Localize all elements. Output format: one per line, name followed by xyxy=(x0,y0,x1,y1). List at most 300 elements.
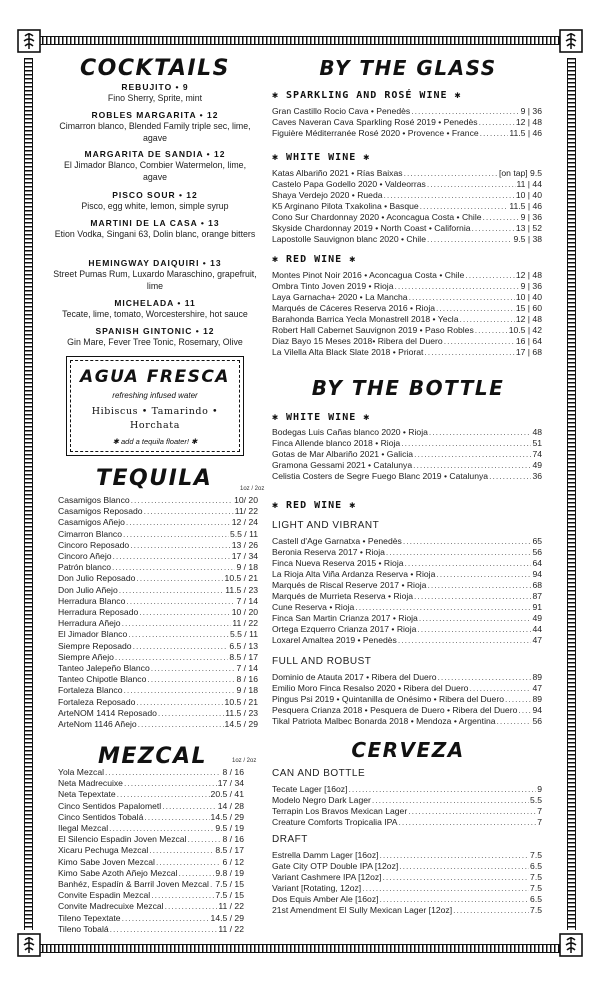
menu-item-price: 91 xyxy=(532,602,542,612)
menu-item-name: Bodegas Luis Cañas blanco 2020 • Rioja xyxy=(272,427,428,437)
menu-item-row xyxy=(272,547,542,558)
menu-item-name: Estrella Damm Lager [16oz] xyxy=(272,850,379,860)
menu-item-name: Siempre Reposado xyxy=(58,640,132,651)
tequila-unit-note: 1oz / 2oz xyxy=(240,486,265,492)
menu-item-name: Pesquera Crianza 2018 • Pesquera de Duero • Ribera del Duero xyxy=(272,705,518,715)
menu-item-row xyxy=(272,168,542,179)
menu-item-row xyxy=(272,716,542,727)
menu-item-row xyxy=(272,223,542,234)
menu-item-row xyxy=(272,624,542,635)
menu-item-name: Dominio de Atauta 2017 • Ribera del Duero xyxy=(272,672,437,682)
agua-fresca-subtitle: refreshing infused water xyxy=(112,391,198,400)
menu-item-price: 64 xyxy=(532,558,542,568)
dot-leader xyxy=(414,449,531,460)
menu-item-name: Ombra Tinto Joven 2019 • Rioja xyxy=(272,281,394,291)
menu-item-price: 11 / 22 xyxy=(232,618,258,629)
dot-leader xyxy=(126,517,231,528)
dot-leader xyxy=(210,879,214,890)
menu-item-name: Casamigos Reposado xyxy=(58,506,143,517)
cocktail-desc: El Jimador Blanco, Combier Watermelon, lime, agave xyxy=(63,160,247,182)
dot-leader xyxy=(147,674,235,685)
menu-item-row xyxy=(58,495,258,506)
dot-leader xyxy=(408,806,536,817)
menu-item-row xyxy=(58,663,258,674)
menu-item-row xyxy=(58,641,258,652)
menu-item-name: Dos Equis Amber Ale [16oz] xyxy=(272,894,379,904)
dot-leader xyxy=(149,845,214,856)
menu-item-price: 14.5 / 29 xyxy=(210,811,244,822)
agua-fresca-items-line: Horchata xyxy=(130,420,180,431)
dot-leader xyxy=(497,716,532,727)
menu-item-row xyxy=(272,705,542,716)
menu-item-price: 89 xyxy=(532,672,542,682)
menu-item-price: 8.5 / 17 xyxy=(215,845,244,856)
dot-leader xyxy=(355,602,531,613)
menu-item-row xyxy=(58,767,244,778)
menu-item-row xyxy=(272,303,542,314)
dot-leader xyxy=(156,857,222,868)
dot-leader xyxy=(414,591,531,602)
menu-item-row xyxy=(58,868,244,879)
menu-item-row xyxy=(272,580,542,591)
cocktail-item xyxy=(52,258,258,292)
agua-fresca-items-line: Hibiscus • Tamarindo • xyxy=(91,406,219,417)
menu-item-row xyxy=(58,719,258,730)
cocktail-item xyxy=(52,218,258,240)
menu-item-name: Robert Hall Cabernet Sauvignon 2019 • Paso Robles xyxy=(272,325,474,335)
menu-item-name: Montes Pinot Noir 2016 • Aconcagua Costa • Chile xyxy=(272,270,465,280)
menu-item-row xyxy=(272,292,542,303)
menu-item-name: ArteNOM 1414 Reposado xyxy=(58,707,157,718)
menu-item-name: Tileno Tepextate xyxy=(58,912,121,923)
menu-item-price: 5.5 / 11 xyxy=(229,629,258,640)
agua-fresca-items xyxy=(67,405,243,433)
menu-item-price: 11 | 44 xyxy=(516,179,542,189)
menu-item-price: 6.5 / 13 xyxy=(229,640,258,651)
menu-item-price: 5.5 xyxy=(530,795,542,805)
cocktail-item xyxy=(52,82,258,104)
dot-leader xyxy=(413,460,531,471)
menu-item-row xyxy=(272,872,542,883)
menu-item-name: Variant Cashmere IPA [12oz] xyxy=(272,872,382,882)
menu-item-name: La Rioja Alta Viña Ardanza Reserva • Rioja xyxy=(272,569,436,579)
dot-leader xyxy=(138,719,224,730)
bottom-border xyxy=(38,944,562,953)
corner-logo-icon xyxy=(16,28,42,54)
menu-item-name: Casamigos Añejo xyxy=(58,517,125,528)
menu-item-name: Figuière Méditerranée Rosé 2020 • Provence • France xyxy=(272,128,479,138)
menu-item-row xyxy=(272,569,542,580)
menu-item-name: Castell d'Age Garnatxa • Penedès xyxy=(272,536,402,546)
left-border xyxy=(24,58,33,930)
menu-item-price: 12 | 48 xyxy=(515,314,542,324)
menu-item-price: 8 / 16 xyxy=(222,767,244,777)
menu-item-price: 12 / 24 xyxy=(231,517,258,528)
cocktail-desc: Pisco, egg white, lemon, simple syrup xyxy=(81,201,229,211)
menu-item-price: 17 / 34 xyxy=(217,778,244,789)
menu-item-price: 9.5 | 38 xyxy=(513,234,542,244)
right-border xyxy=(567,58,576,930)
menu-item-price: 47 xyxy=(532,635,542,645)
menu-item-name: Skyside Chardonnay 2019 • North Coast • California xyxy=(272,223,471,233)
cocktail-desc: Gin Mare, Fever Tree Tonic, Rosemary, Olive xyxy=(67,337,243,347)
dot-leader xyxy=(128,629,229,640)
menu-item-price: 47 xyxy=(532,683,542,693)
menu-item-price: 94 xyxy=(532,705,542,715)
dot-leader xyxy=(136,697,223,708)
menu-item-price: 14.5 / 29 xyxy=(210,912,244,923)
dot-leader xyxy=(427,234,512,245)
menu-item-row xyxy=(58,789,244,800)
menu-item-price: 11/ 22 xyxy=(234,506,258,517)
menu-item-row xyxy=(272,179,542,190)
cerveza-title: CERVEZA xyxy=(351,738,465,762)
dot-leader xyxy=(465,270,515,281)
cocktail-desc: Cimarron blanco, Blended Family triple sec, lime, agave xyxy=(59,121,251,143)
beer-draft-list xyxy=(272,850,542,916)
menu-item-name: Gramona Gessami 2021 • Catalunya xyxy=(272,460,413,470)
menu-item-row xyxy=(58,551,258,562)
menu-item-row xyxy=(272,602,542,613)
menu-item-price: 7.5 / 15 xyxy=(215,879,244,890)
dot-leader xyxy=(479,117,515,128)
menu-item-row xyxy=(272,861,542,872)
menu-item-price: 8 / 16 xyxy=(222,834,244,845)
menu-item-name: Cinco Sentidos Tobalá xyxy=(58,811,144,822)
dot-leader xyxy=(436,303,515,314)
cocktail-name: ROBLES MARGARITA • 12 xyxy=(91,110,219,120)
dot-leader xyxy=(380,894,530,905)
dot-leader xyxy=(144,812,209,823)
menu-item-row xyxy=(272,894,542,905)
menu-item-row xyxy=(272,190,542,201)
menu-item-name: Creature Comforts Tropicalia IPA xyxy=(272,817,398,827)
dot-leader xyxy=(139,607,230,618)
menu-item-price: 17 / 34 xyxy=(231,551,258,562)
dot-leader xyxy=(424,347,514,358)
menu-item-name: Gotas de Mar Albariño 2021 • Galicia xyxy=(272,449,414,459)
menu-item-price: 56 xyxy=(532,716,542,726)
bottle-white-list xyxy=(272,427,542,482)
dot-leader xyxy=(411,106,519,117)
dot-leader xyxy=(124,685,236,696)
glass-red-list xyxy=(272,270,542,358)
dot-leader xyxy=(165,901,218,912)
menu-item-price: 48 xyxy=(532,427,542,437)
menu-item-price: 11 / 22 xyxy=(218,923,244,934)
menu-item-row xyxy=(58,697,258,708)
menu-item-price: 9 xyxy=(537,784,542,794)
dot-leader xyxy=(151,890,214,901)
menu-item-name: Fortaleza Reposado xyxy=(58,696,136,707)
menu-item-price: 7 / 14 xyxy=(236,595,258,606)
agua-fresca-title: AGUA FRESCA xyxy=(80,367,230,387)
glass-sparkling-heading: ✱ SPARKLING AND ROSÉ WINE ✱ xyxy=(272,90,462,101)
menu-item-row xyxy=(272,784,542,795)
menu-item-name: Yola Mezcal xyxy=(58,767,105,777)
menu-item-row xyxy=(58,573,258,584)
menu-item-name: Banhéz, Espadín & Barril Joven Mezcal xyxy=(58,879,209,890)
menu-item-price: 87 xyxy=(532,591,542,601)
menu-item-name: Marqués de Murrieta Reserva • Rioja xyxy=(272,591,414,601)
menu-item-name: Cune Reserva • Rioja xyxy=(272,602,355,612)
dot-leader xyxy=(136,573,223,584)
dot-leader xyxy=(151,663,236,674)
menu-item-row xyxy=(272,795,542,806)
cocktails-title: COCKTAILS xyxy=(80,56,230,81)
cocktail-name: PISCO SOUR • 12 xyxy=(112,190,198,200)
dot-leader xyxy=(399,861,529,872)
menu-item-price: 14.5 / 29 xyxy=(224,719,258,730)
menu-item-name: Caves Naveran Cava Sparkling Rosé 2019 • Penedès xyxy=(272,117,478,127)
menu-item-name: Gate City OTP Double IPA [12oz] xyxy=(272,861,399,871)
menu-item-price: 9 | 36 xyxy=(520,212,542,222)
menu-item-row xyxy=(272,806,542,817)
dot-leader xyxy=(427,179,516,190)
menu-item-price: 9.5 / 19 xyxy=(215,823,244,834)
menu-item-row xyxy=(272,270,542,281)
menu-item-price: 9 | 36 xyxy=(520,106,542,116)
menu-item-price: 44 xyxy=(532,624,542,634)
dot-leader xyxy=(144,506,234,517)
menu-item-name: Casamigos Blanco xyxy=(58,495,130,505)
dot-leader xyxy=(394,281,519,292)
menu-item-row xyxy=(272,536,542,547)
menu-item-row xyxy=(272,672,542,683)
menu-item-name: Siempre Añejo xyxy=(58,651,114,662)
menu-item-price: 10/ 20 xyxy=(234,495,258,505)
menu-item-row xyxy=(58,901,244,912)
dot-leader xyxy=(417,624,531,635)
dot-leader xyxy=(122,618,232,629)
menu-item-name: Cincoro Reposado xyxy=(58,539,130,550)
menu-item-price: 16 | 64 xyxy=(515,336,542,346)
menu-item-name: Tanteo Chipotle Blanco xyxy=(58,674,147,685)
can-and-bottle-heading: CAN AND BOTTLE xyxy=(272,768,366,779)
dot-leader xyxy=(398,817,536,828)
menu-item-name: Lapostolle Sauvignon blanc 2020 • Chile xyxy=(272,234,426,244)
dot-leader xyxy=(380,850,530,861)
menu-item-price: 9 | 36 xyxy=(520,281,542,291)
menu-item-price: 10 | 40 xyxy=(515,292,542,302)
menu-item-price: 10.5 / 21 xyxy=(224,696,258,707)
menu-item-name: Fortaleza Blanco xyxy=(58,685,123,696)
menu-item-name: Katas Albariño 2021 • Rías Baixas xyxy=(272,168,403,178)
menu-item-row xyxy=(272,694,542,705)
dot-leader xyxy=(124,778,217,789)
menu-item-price: 36 xyxy=(532,471,542,481)
menu-item-price: 17 | 68 xyxy=(515,347,542,357)
menu-item-name: Cincoro Añejo xyxy=(58,551,112,562)
menu-item-name: Tileno Tobalá xyxy=(58,923,109,934)
dot-leader xyxy=(480,128,509,139)
glass-red-heading: ✱ RED WINE ✱ xyxy=(272,254,357,265)
menu-item-name: Tikal Patriota Malbec Bonarda 2018 • Mendoza • Argentina xyxy=(272,716,496,726)
menu-item-name: Celistia Costers de Segre Fuego Blanc 2019 • Catalunya xyxy=(272,471,489,481)
menu-item-row xyxy=(272,234,542,245)
menu-item-name: Convite Espadin Mezcal xyxy=(58,890,151,901)
menu-item-name: Loxarel Amaltea 2019 • Penedès xyxy=(272,635,397,645)
dot-leader xyxy=(110,924,218,935)
cocktail-name: HEMINGWAY DAIQUIRI • 13 xyxy=(88,258,222,268)
menu-item-name: Castelo Papa Godello 2020 • Valdeorras xyxy=(272,179,426,189)
beer-can-list xyxy=(272,784,542,828)
dot-leader xyxy=(436,569,531,580)
menu-item-price: 7.5 / 15 xyxy=(215,890,244,901)
menu-item-price: 7 xyxy=(537,817,542,827)
menu-item-price: 13 | 52 xyxy=(515,223,542,233)
menu-item-price: 10.5 | 42 xyxy=(508,325,542,335)
menu-item-row xyxy=(272,106,542,117)
menu-item-price: 74 xyxy=(532,449,542,459)
dot-leader xyxy=(386,547,532,558)
menu-item-row xyxy=(58,708,258,719)
menu-item-row xyxy=(272,212,542,223)
menu-item-name: Herradura Blanco xyxy=(58,595,126,606)
menu-item-name: Patrón blanco xyxy=(58,562,112,573)
dot-leader xyxy=(122,913,210,924)
dot-leader xyxy=(123,529,229,540)
menu-item-name: Tecate Lager [16oz] xyxy=(272,784,348,794)
cocktail-item xyxy=(52,326,258,348)
cocktail-item xyxy=(52,110,258,144)
dot-leader xyxy=(405,558,532,569)
menu-item-row xyxy=(272,850,542,861)
menu-item-row xyxy=(272,635,542,646)
cocktail-item xyxy=(52,190,258,212)
menu-item-name: Beronia Reserva 2017 • Rioja xyxy=(272,547,385,557)
dot-leader xyxy=(472,223,515,234)
menu-item-row xyxy=(272,683,542,694)
dot-leader xyxy=(188,834,222,845)
dot-leader xyxy=(178,868,214,879)
menu-item-row xyxy=(58,540,258,551)
menu-item-name: Emilio Moro Finca Resalso 2020 • Ribera del Duero xyxy=(272,683,469,693)
cocktail-name: SPANISH GINTONIC • 12 xyxy=(95,326,215,336)
dot-leader xyxy=(420,201,509,212)
menu-item-row xyxy=(58,517,258,528)
menu-item-name: Diaz Bayo 15 Meses 2018• Ribera del Duero xyxy=(272,336,443,346)
menu-item-row xyxy=(58,506,258,517)
dot-leader xyxy=(113,551,231,562)
cocktail-name: MARTINI DE LA CASA • 13 xyxy=(90,218,220,228)
menu-item-row xyxy=(58,585,258,596)
menu-item-row xyxy=(58,857,244,868)
menu-item-row xyxy=(272,117,542,128)
top-border xyxy=(38,36,562,45)
dot-leader xyxy=(403,536,532,547)
menu-item-row xyxy=(272,336,542,347)
menu-item-row xyxy=(58,778,244,789)
menu-item-name: Kimo Sabe Azoth Añejo Mezcal xyxy=(58,867,178,878)
menu-item-price: 89 xyxy=(532,694,542,704)
menu-item-price: 7 xyxy=(537,806,542,816)
cocktail-desc: Fino Sherry, Sprite, mint xyxy=(107,93,203,103)
menu-item-name: Kimo Sabe Joven Mezcal xyxy=(58,856,155,867)
menu-item-row xyxy=(58,652,258,663)
menu-item-price: 10 / 20 xyxy=(231,607,258,618)
bottle-full-list xyxy=(272,672,542,727)
corner-logo-icon xyxy=(16,932,42,958)
dot-leader xyxy=(459,314,514,325)
menu-item-row xyxy=(272,449,542,460)
dot-leader xyxy=(489,471,531,482)
menu-item-row xyxy=(58,801,244,812)
menu-item-name: Cimarron Blanco xyxy=(58,528,122,539)
dot-leader xyxy=(453,905,529,916)
dot-leader xyxy=(437,672,531,683)
menu-item-price: 11 / 22 xyxy=(218,901,244,912)
menu-item-price: 65 xyxy=(532,536,542,546)
draft-heading: DRAFT xyxy=(272,834,308,845)
menu-item-row xyxy=(58,924,244,935)
menu-item-price: 9.8 / 19 xyxy=(215,867,244,878)
menu-item-price: 9 / 18 xyxy=(236,685,258,696)
menu-item-price: 11.5 | 46 xyxy=(509,128,542,138)
by-the-glass-title: BY THE GLASS xyxy=(319,56,497,80)
dot-leader xyxy=(427,580,531,591)
menu-item-row xyxy=(272,201,542,212)
bottle-red-heading: ✱ RED WINE ✱ xyxy=(272,500,357,511)
menu-item-name: Pingus Psi 2019 • Quintanilla de Onésimo • Ribera del Duero xyxy=(272,694,504,704)
menu-item-price: 15 | 60 xyxy=(515,303,542,313)
menu-item-row xyxy=(272,281,542,292)
menu-item-price: 7.5 xyxy=(530,883,542,893)
dot-leader xyxy=(444,336,515,347)
mezcal-title: MEZCAL xyxy=(98,744,208,769)
menu-item-price: 6.5 xyxy=(530,861,542,871)
dot-leader xyxy=(115,652,228,663)
cocktail-name: MICHELADA • 11 xyxy=(114,298,196,308)
menu-item-price: [on tap] 9.5 xyxy=(498,168,542,178)
menu-item-name: Terrapin Los Bravos Mexican Lager xyxy=(272,806,408,816)
menu-item-row xyxy=(272,460,542,471)
menu-item-name: Gran Castillo Rocio Cava • Penedès xyxy=(272,106,411,116)
menu-item-row xyxy=(272,591,542,602)
menu-item-name: Don Julio Añejo xyxy=(58,584,118,595)
menu-item-row xyxy=(58,629,258,640)
dot-leader xyxy=(119,585,224,596)
dot-leader xyxy=(158,708,224,719)
menu-item-price: 11.5 / 23 xyxy=(225,707,258,718)
dot-leader xyxy=(133,641,229,652)
menu-item-price: 11.5 / 23 xyxy=(225,584,258,595)
menu-item-price: 49 xyxy=(532,613,542,623)
by-the-bottle-title: BY THE BOTTLE xyxy=(311,376,505,400)
bottle-light-list xyxy=(272,536,542,646)
dot-leader xyxy=(372,795,529,806)
menu-item-name: K5 Arginano Pilota Txakolina • Basque xyxy=(272,201,419,211)
menu-item-name: Variant [Rotating, 12oz] xyxy=(272,883,362,893)
menu-item-name: Marqués de Riscal Reserve 2017 • Rioja xyxy=(272,580,427,590)
dot-leader xyxy=(505,694,531,705)
menu-item-row xyxy=(58,879,244,890)
menu-item-row xyxy=(58,674,258,685)
menu-item-price: 68 xyxy=(532,580,542,590)
dot-leader xyxy=(404,168,498,179)
menu-item-row xyxy=(58,562,258,573)
mezcal-list xyxy=(58,767,244,935)
menu-item-row xyxy=(58,890,244,901)
dot-leader xyxy=(383,872,530,883)
menu-item-price: 49 xyxy=(532,460,542,470)
menu-item-row xyxy=(58,834,244,845)
tequila-list xyxy=(58,495,258,730)
menu-item-row xyxy=(58,823,244,834)
menu-item-name: Ilegal Mezcal xyxy=(58,823,109,834)
menu-item-price: 7.5 xyxy=(530,850,542,860)
menu-item-price: 10 | 40 xyxy=(515,190,542,200)
